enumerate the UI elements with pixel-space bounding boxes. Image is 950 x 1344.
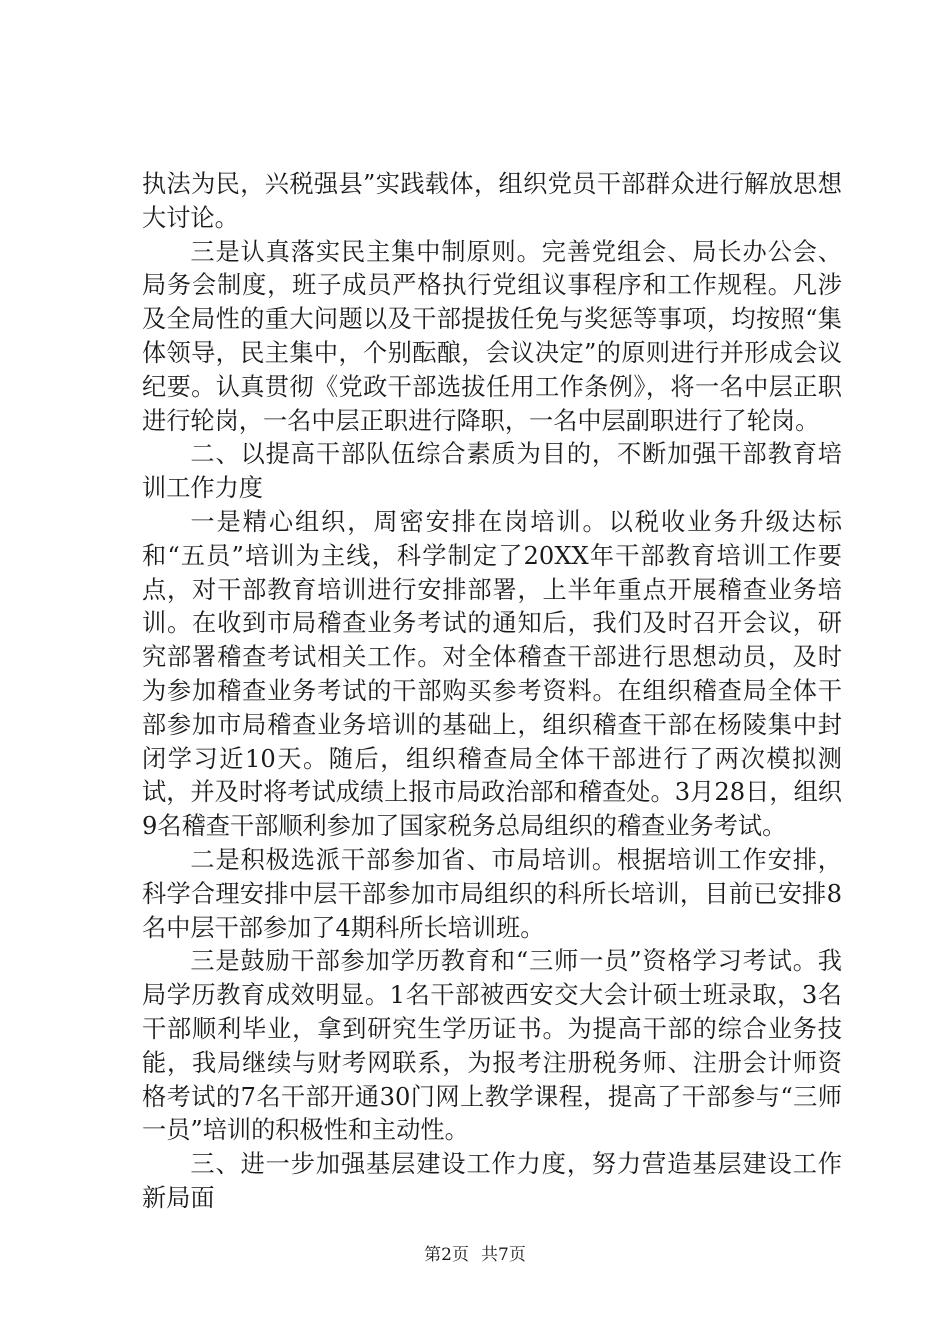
paragraph-democratic-centralism: 三是认真落实民主集中制原则。完善党组会、局长办公会、局务会制度，班子成员严格执行党组议事程序和工作规程。凡涉及全局性的重大问题以及干部提拔任免与奖惩等事项，均按照“集体领导，民主集中，个别酝酿，会议决定”的原则进行并形成会议纪要。认真贯彻《党政干部选拔任用工作条例》，将一名中层正职进行轮岗，一名中层正职进行降职，一名中层副职进行了轮岗。 — [142, 237, 842, 435]
paragraph-education-exams: 三是鼓励干部参加学历教育和“三师一员”资格学习考试。我局学历教育成效明显。1名干部被西安交大会计硕士班录取，3名干部顺利毕业，拿到研究生学历证书。为提高干部的综合业务技能，我局继续与财考网联系，为报考注册税务师、注册会计师资格考试的7名干部开通30门网上教学课程，提高了干部参与“三师一员”培训的积极性和主动性。 — [142, 947, 842, 1145]
section-heading-2: 二、以提高干部队伍综合素质为目的，不断加强干部教育培训工作力度 — [142, 440, 842, 503]
document-body — [142, 168, 842, 1216]
paragraph-provincial-training: 二是积极选派干部参加省、市局培训。根据培训工作安排，科学合理安排中层干部参加市局组织的科所长培训，目前已安排8名中层干部参加了4期科所长培训班。 — [142, 845, 842, 942]
paragraph-continuation: 执法为民，兴税强县”实践载体，组织党员干部群众进行解放思想大讨论。 — [142, 170, 842, 232]
page-number: 第2页 — [424, 1245, 469, 1265]
page-total: 共7页 — [481, 1245, 526, 1265]
section-heading-3: 三、进一步加强基层建设工作力度，努力营造基层建设工作新局面 — [142, 1150, 842, 1212]
page-footer — [0, 1244, 950, 1266]
paragraph-onjob-training: 一是精心组织，周密安排在岗培训。以税收业务升级达标和“五员”培训为主线，科学制定了20XX年干部教育培训工作要点，对干部教育培训进行安排部署，上半年重点开展稽查业务培训。在收到市局稽查业务考试的通知后，我们及时召开会议，研究部署稽查考试相关工作。对全体稽查干部进行思想动员，及时为参加稽查业务考试的干部购买参考资料。在组织稽查局全体干部参加市局稽查业务培训的基础上，组织稽查干部在杨陵集中封闭学习近10天。随后，组织稽查局全体干部进行了两次模拟测试，并及时将考试成绩上报市局政治部和稽查处。3月28日，组织9名稽查干部顺利参加了国家税务总局组织的稽查业务考试。 — [142, 507, 842, 841]
